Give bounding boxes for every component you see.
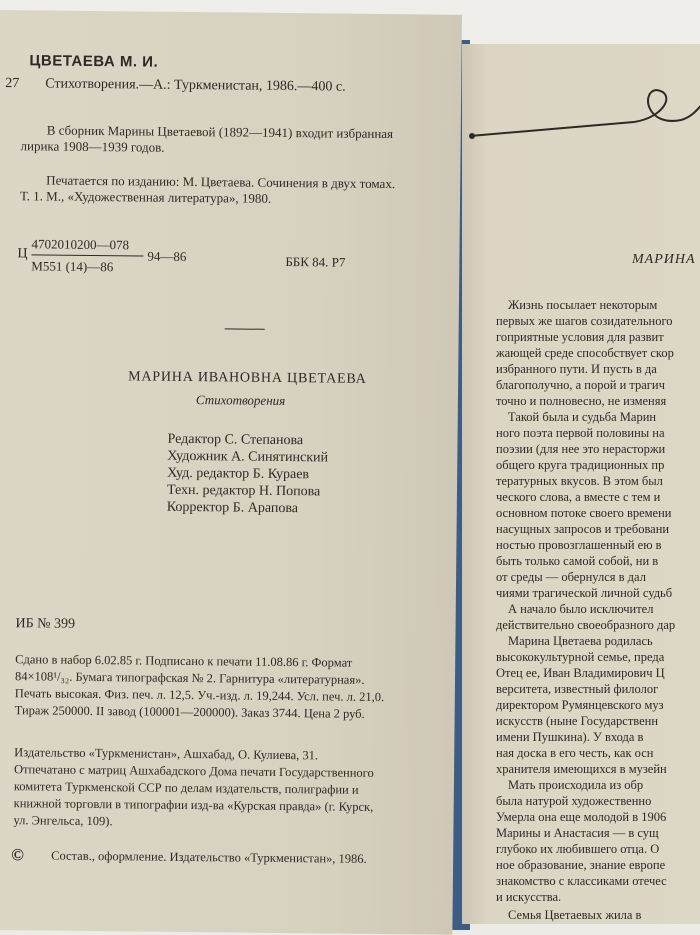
staff-art-editor: Худ. редактор Б. Кураев bbox=[167, 465, 310, 483]
index-letter: Ц bbox=[17, 246, 28, 262]
publisher-4: книжной торговли в типографии изд-ва «Курская правда» (г. Курск, bbox=[13, 796, 374, 814]
code-number: 27 bbox=[5, 76, 20, 92]
print-info-1: Сдано в набор 6.02.85 г. Подписано к печати 11.08.86 г. Формат bbox=[15, 652, 353, 670]
source-line-1: Печатается по изданию: М. Цветаева. Сочинения в двух томах. bbox=[46, 172, 396, 192]
text-line: хранителя имеющихся в музейн bbox=[496, 762, 667, 776]
text-line: Марина Цветаева родилась bbox=[508, 634, 653, 648]
text-line: Марины и Анастасия — в сущ bbox=[496, 826, 659, 840]
text-line: жающей среде способствует скор bbox=[496, 346, 674, 360]
text-line: ного поэта первой половины на bbox=[496, 426, 665, 440]
header-author: ЦВЕТАЕВА М. И. bbox=[29, 52, 159, 71]
text-line: Мать происходила из обр bbox=[508, 778, 644, 792]
left-page bbox=[0, 10, 462, 935]
text-line: чиями трагической личной судьб bbox=[496, 586, 673, 600]
decorative-flourish-icon bbox=[466, 72, 700, 152]
staff-corrector: Корректор Б. Арапова bbox=[166, 499, 299, 517]
text-line: знакомство с классиками отечес bbox=[496, 874, 667, 888]
copyright-sign: © bbox=[11, 845, 24, 865]
separator-rule bbox=[225, 328, 265, 329]
text-line: избранного пути. И пусть в да bbox=[496, 362, 657, 376]
publisher-5: ул. Энгельса, 109). bbox=[13, 813, 113, 829]
text-line: Такой была и судьба Марин bbox=[508, 410, 657, 424]
text-line: высококультурной семье, преда bbox=[496, 650, 665, 664]
source-line-2: Т. 1. М., «Художественная литература», 1980. bbox=[19, 188, 272, 206]
staff-tech-editor: Техн. редактор Н. Попова bbox=[166, 482, 321, 500]
text-line: действительно своеобразного дар bbox=[496, 618, 676, 632]
chapter-heading: МАРИНА bbox=[632, 252, 696, 267]
text-line: Умерла она еще молодой в 1906 bbox=[496, 810, 667, 824]
abstract-line-1: В сборник Марины Цветаевой (1892—1941) входит избранная bbox=[46, 122, 394, 142]
index-top: 4702010200—078 bbox=[31, 236, 130, 253]
text-line: и искусства. bbox=[496, 890, 562, 904]
text-line: верситета, известный филолог bbox=[496, 682, 659, 696]
index-right: 94—86 bbox=[147, 248, 187, 264]
text-line: тературных вкусов. В этом был bbox=[496, 474, 663, 488]
index-bottom: М551 (14)—86 bbox=[31, 258, 114, 275]
text-line: директором Румянцевского муз bbox=[496, 698, 664, 712]
publisher-2: Отпечатано с матриц Ашхабадского Дома печати Государственного bbox=[13, 762, 374, 780]
text-line: имени Пушкина). У входа в bbox=[496, 730, 644, 744]
print-info-2: 84×108¹/₃₂. Бумага типографская № 2. Гарнитура «литературная». bbox=[14, 669, 365, 687]
text-line: основном потоке своего времени bbox=[496, 506, 672, 520]
text-line: была натурой художественно bbox=[496, 794, 652, 808]
text-line: насущных запросов и требовани bbox=[496, 522, 670, 536]
text-line: ная доска в его честь, как осн bbox=[496, 746, 654, 760]
index-fraction-line bbox=[31, 254, 143, 256]
text-line: общего круга традиционных пр bbox=[496, 458, 665, 472]
abstract-line-2: лирика 1908—1939 годов. bbox=[20, 138, 165, 155]
text-line: искусств (ныне Государственн bbox=[496, 714, 659, 728]
text-line: А начало было исключител bbox=[508, 602, 654, 616]
text-line: гоприятные условия для развит bbox=[496, 330, 664, 344]
bbk-code: ББК 84. Р7 bbox=[285, 254, 346, 270]
text-line: от среды — обернулся в дал bbox=[496, 570, 646, 584]
right-page bbox=[462, 44, 700, 924]
title-author: МАРИНА ИВАНОВНА ЦВЕТАЕВА bbox=[128, 369, 367, 387]
copyright-line: Состав., оформление. Издательство «Туркменистан», 1986. bbox=[51, 848, 367, 866]
biblio-line: Стихотворения.—А.: Туркменистан, 1986.—400 с. bbox=[45, 76, 346, 95]
text-line: точно и полновесно, не изменяя bbox=[496, 394, 667, 408]
print-info-3: Печать высокая. Физ. печ. л. 12,5. Уч.-изд. л. 19,244. Усл. печ. л. 21,0. bbox=[14, 686, 385, 705]
publisher-3: комитета Туркменской ССР по делам издательств, полиграфии и bbox=[13, 779, 359, 797]
text-line: глубоко их любившего отца. О bbox=[496, 842, 660, 856]
text-line: ное образование, знание европе bbox=[496, 858, 666, 872]
text-line: Жизнь посылает некоторым bbox=[508, 298, 658, 312]
text-line: первых же шагов созидательного bbox=[496, 314, 673, 328]
ib-number: ИБ № 399 bbox=[15, 616, 76, 632]
text-line: поэзии (для нее это нерасторжи bbox=[496, 442, 666, 456]
text-line: Семья Цветаевых жила в bbox=[508, 908, 642, 922]
print-info-4: Тираж 250000. II завод (100001—200000). Заказ 3744. Цена 2 руб. bbox=[14, 703, 365, 721]
text-line: благополучно, а порой и трагич bbox=[496, 378, 665, 392]
publisher-1: Издательство «Туркменистан», Ашхабад, О. Кулиева, 31. bbox=[14, 745, 319, 763]
text-line: ческого слова, а вместе с тем и bbox=[496, 490, 661, 504]
text-line: быть только самой собой, ни в bbox=[496, 554, 659, 568]
title-work: Стихотворения bbox=[195, 392, 286, 409]
staff-editor: Редактор С. Степанова bbox=[167, 431, 304, 449]
text-line: Отец ее, Иван Владимирович Ц bbox=[496, 666, 665, 680]
staff-artist: Художник А. Синятинский bbox=[167, 448, 329, 466]
text-line: ностью провозглашенный ею в bbox=[496, 538, 662, 552]
